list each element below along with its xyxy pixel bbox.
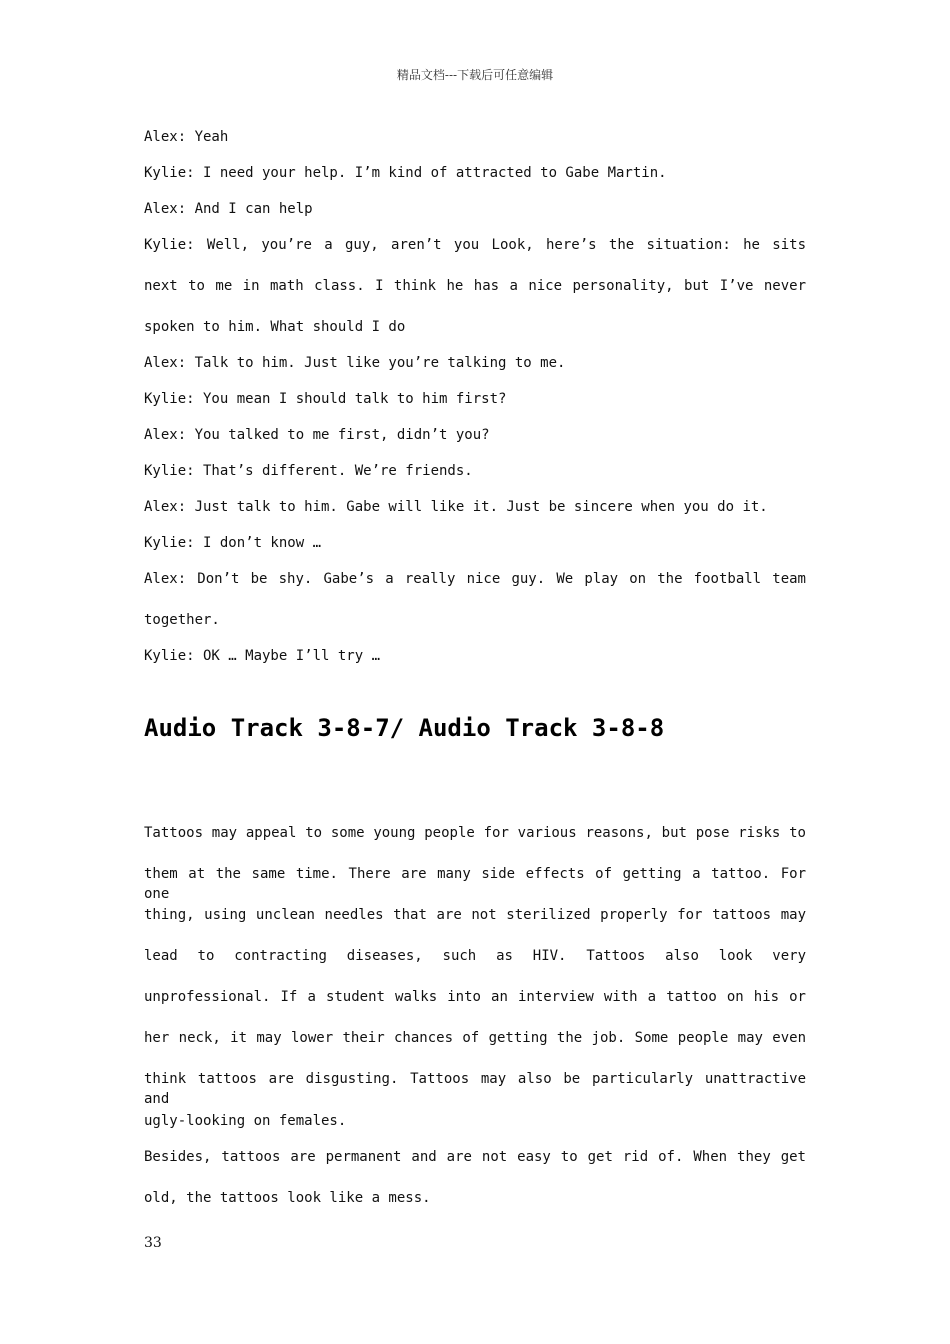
dialogue-line: Alex: And I can help xyxy=(144,201,313,217)
passage-line: lead to contracting diseases, such as HIV. Tattoos also look very xyxy=(144,948,806,964)
passage-line: unprofessional. If a student walks into an interview with a tattoo on his or xyxy=(144,989,806,1005)
dialogue-line: together. xyxy=(144,612,220,628)
dialogue-line: Kylie: You mean I should talk to him first? xyxy=(144,391,507,407)
passage-line: her neck, it may lower their chances of getting the job. Some people may even xyxy=(144,1030,806,1046)
dialogue-line: Alex: Don’t be shy. Gabe’s a really nice guy. We play on the football team xyxy=(144,571,806,587)
dialogue-line: Kylie: OK … Maybe I’ll try … xyxy=(144,648,381,664)
dialogue-line: Kylie: That’s different. We’re friends. xyxy=(144,463,473,479)
passage-line: ugly-looking on females. xyxy=(144,1113,347,1129)
page-header: 精品文档---下载后可任意编辑 xyxy=(396,68,554,82)
dialogue-line: Alex: Just talk to him. Gabe will like it. Just be sincere when you do it. xyxy=(144,499,768,515)
dialogue-line: Alex: Yeah xyxy=(144,129,229,145)
passage-line: old, the tattoos look like a mess. xyxy=(144,1190,431,1206)
section-title: Audio Track 3-8-7/ Audio Track 3-8-8 xyxy=(144,714,665,742)
dialogue-line: next to me in math class. I think he has a nice personality, but I’ve never xyxy=(144,278,806,294)
passage-line: them at the same time. There are many side effects of getting a tattoo. For one xyxy=(144,866,806,902)
dialogue-line: Alex: Talk to him. Just like you’re talking to me. xyxy=(144,355,566,371)
passage-line: think tattoos are disgusting. Tattoos may also be particularly unattractive and xyxy=(144,1071,806,1107)
dialogue-line: Kylie: I don’t know … xyxy=(144,535,322,551)
dialogue-line: Alex: You talked to me first, didn’t you? xyxy=(144,427,490,443)
dialogue-line: spoken to him. What should I do xyxy=(144,319,406,335)
page-number: 33 xyxy=(144,1235,162,1251)
passage-line: Tattoos may appeal to some young people for various reasons, but pose risks to xyxy=(144,825,806,841)
passage-line: thing, using unclean needles that are not sterilized properly for tattoos may xyxy=(144,907,806,923)
dialogue-line: Kylie: I need your help. I’m kind of attracted to Gabe Martin. xyxy=(144,165,667,181)
dialogue-line: Kylie: Well, you’re a guy, aren’t you Look, here’s the situation: he sits xyxy=(144,237,806,253)
passage-line: Besides, tattoos are permanent and are not easy to get rid of. When they get xyxy=(144,1149,806,1165)
